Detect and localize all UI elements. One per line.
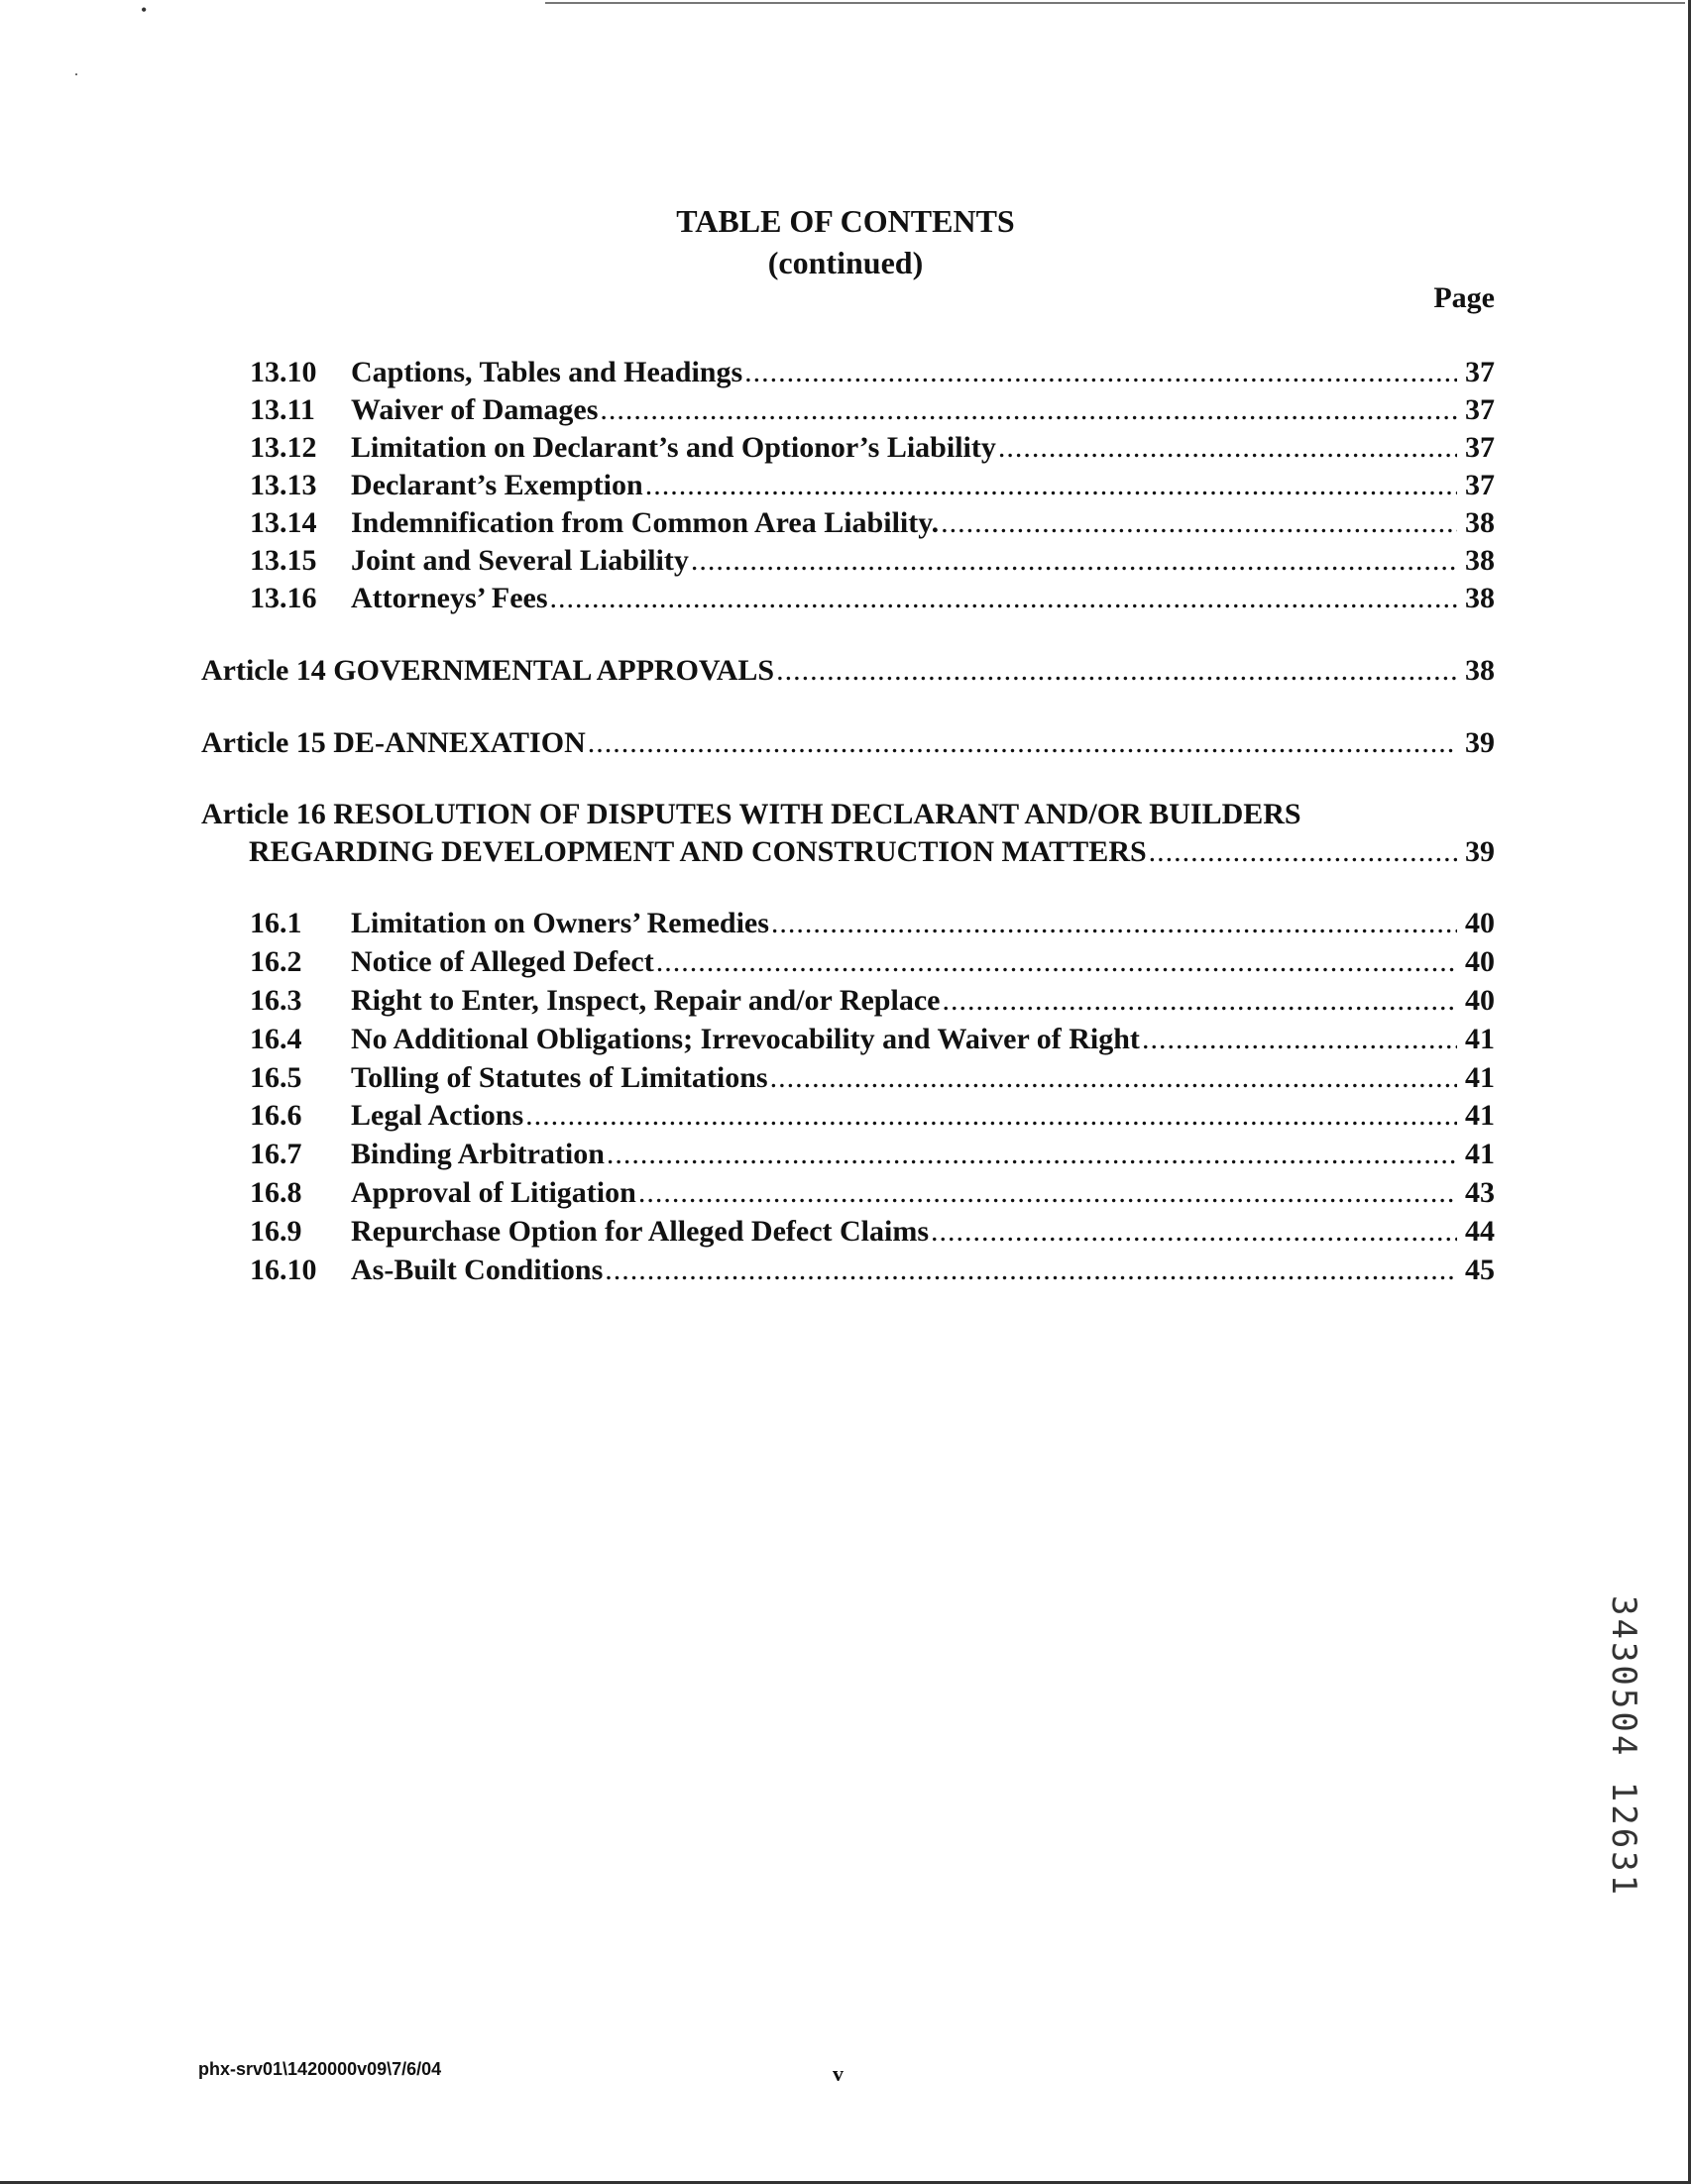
footer-page-number: v [833, 2061, 844, 2086]
toc-entry-label: No Additional Obligations; Irrevocability and Waiver of Right [351, 1023, 1140, 1055]
toc-entry[interactable] [250, 1059, 1495, 1097]
toc-article-page: 39 [1465, 835, 1495, 868]
toc-entry[interactable] [250, 1252, 1495, 1289]
toc-entry[interactable] [250, 467, 1495, 504]
toc-article-label: REGARDING DEVELOPMENT AND CONSTRUCTION MATTERS [249, 835, 1147, 868]
footer-doc-id: phx-srv01\1420000v09\7/6/04 [198, 2059, 442, 2079]
toc-entry-label: Notice of Alleged Defect [351, 945, 654, 978]
toc-entry-page: 41 [1465, 1099, 1495, 1132]
toc-entry[interactable] [250, 1174, 1495, 1212]
leader-dots [998, 429, 1457, 467]
toc-entry-label: Captions, Tables and Headings [351, 356, 743, 388]
toc-article-label: Article 15 DE-ANNEXATION [201, 726, 586, 759]
toc-entry-number: 16.6 [250, 1099, 302, 1132]
toc-entry[interactable] [250, 354, 1495, 391]
toc-entry[interactable] [250, 429, 1495, 467]
toc-entry-number: 13.12 [250, 431, 317, 464]
toc-entry-number: 16.1 [250, 907, 302, 939]
toc-entry-page: 40 [1465, 984, 1495, 1017]
leader-dots [1149, 833, 1457, 871]
toc-entry-number: 13.14 [250, 506, 317, 539]
toc-entry-number: 16.7 [250, 1138, 302, 1170]
toc-entry[interactable] [250, 943, 1495, 981]
toc-entry-page: 44 [1465, 1215, 1495, 1248]
toc-entry-page: 40 [1465, 907, 1495, 939]
toc-entry-page: 38 [1465, 506, 1495, 539]
toc-entry-number: 16.8 [250, 1176, 302, 1209]
toc-entry-page: 37 [1465, 356, 1495, 388]
scan-speck: ˙ [73, 69, 79, 89]
leader-dots [1142, 1021, 1457, 1058]
toc-entry[interactable] [250, 1213, 1495, 1251]
toc-entry[interactable] [250, 982, 1495, 1020]
toc-entry[interactable] [250, 1097, 1495, 1135]
toc-entry-page: 41 [1465, 1023, 1495, 1055]
toc-article-14[interactable] [201, 652, 1495, 690]
toc-entry[interactable] [250, 1136, 1495, 1173]
toc-entry-page: 38 [1465, 544, 1495, 577]
toc-entry[interactable] [250, 1021, 1495, 1058]
toc-entry-page: 43 [1465, 1176, 1495, 1209]
leader-dots [600, 391, 1457, 429]
toc-article-15[interactable] [201, 724, 1495, 762]
leader-dots [550, 580, 1457, 617]
toc-entry[interactable] [250, 542, 1495, 580]
toc-entry-label: Legal Actions [351, 1099, 524, 1132]
leader-dots [942, 982, 1457, 1020]
toc-entry-number: 16.2 [250, 945, 302, 978]
toc-entry-number: 13.15 [250, 544, 317, 577]
toc-entry-label: Limitation on Owners’ Remedies [351, 907, 769, 939]
toc-title: TABLE OF CONTENTS [676, 203, 1015, 239]
toc-entry-number: 16.9 [250, 1215, 302, 1248]
leader-dots [645, 467, 1457, 504]
bates-stamp: 3430504 12631 [1604, 1595, 1643, 1899]
toc-entry-number: 13.11 [250, 393, 315, 426]
toc-entry-label: Joint and Several Liability [351, 544, 689, 577]
toc-subtitle: (continued) [767, 245, 924, 280]
leader-dots [607, 1136, 1457, 1173]
toc-entry-number: 13.13 [250, 469, 317, 501]
toc-article-16[interactable] [249, 833, 1495, 871]
toc-entry-number: 16.3 [250, 984, 302, 1017]
toc-entry-label: Tolling of Statutes of Limitations [351, 1061, 768, 1094]
toc-entry-page: 45 [1465, 1254, 1495, 1286]
toc-entry-page: 38 [1465, 582, 1495, 614]
leader-dots [656, 943, 1457, 981]
toc-entry-number: 13.10 [250, 356, 317, 388]
toc-entry-label: Attorneys’ Fees [351, 582, 548, 614]
leader-dots [691, 542, 1457, 580]
toc-entry-page: 37 [1465, 469, 1495, 501]
toc-entry[interactable] [250, 905, 1495, 942]
toc-entry-page: 41 [1465, 1061, 1495, 1094]
leader-dots [941, 504, 1457, 542]
toc-entry-number: 16.5 [250, 1061, 302, 1094]
leader-dots [588, 724, 1457, 762]
toc-entry-number: 16.10 [250, 1254, 317, 1286]
leader-dots [605, 1252, 1457, 1289]
toc-entry-label: Waiver of Damages [351, 393, 599, 426]
toc-entry-page: 37 [1465, 431, 1495, 464]
toc-article-16-line1[interactable]: Article 16 RESOLUTION OF DISPUTES WITH DECLARANT AND/OR BUILDERS [201, 798, 1301, 830]
page-column-label: Page [1433, 281, 1495, 314]
toc-entry-label: Declarant’s Exemption [351, 469, 643, 501]
toc-article-label: Article 14 GOVERNMENTAL APPROVALS [201, 654, 775, 687]
scan-top-rule [545, 2, 1685, 4]
toc-entry[interactable] [250, 391, 1495, 429]
toc-entry-label: Right to Enter, Inspect, Repair and/or Replace [351, 984, 941, 1017]
toc-entry-page: 41 [1465, 1138, 1495, 1170]
toc-entry-number: 16.4 [250, 1023, 302, 1055]
toc-entry-label: Binding Arbitration [351, 1138, 605, 1170]
toc-article-page: 39 [1465, 726, 1495, 759]
leader-dots [931, 1213, 1457, 1251]
toc-entry-label: Approval of Litigation [351, 1176, 636, 1209]
scan-speck: • [141, 0, 148, 20]
toc-article-page: 38 [1465, 654, 1495, 687]
leader-dots [776, 652, 1457, 690]
leader-dots [770, 1059, 1457, 1097]
leader-dots [771, 905, 1457, 942]
toc-title-block [0, 200, 1691, 283]
toc-entry-label: Repurchase Option for Alleged Defect Claims [351, 1215, 929, 1248]
toc-entry-label: As-Built Conditions [351, 1254, 604, 1286]
toc-entry[interactable] [250, 504, 1495, 542]
toc-entry-label: Limitation on Declarant’s and Optionor’s Liability [351, 431, 996, 464]
toc-entry-page: 37 [1465, 393, 1495, 426]
toc-entry[interactable] [250, 580, 1495, 617]
toc-entry-label: Indemnification from Common Area Liability. [351, 506, 940, 539]
leader-dots [638, 1174, 1457, 1212]
toc-entry-page: 40 [1465, 945, 1495, 978]
toc-entry-number: 13.16 [250, 582, 317, 614]
leader-dots [525, 1097, 1457, 1135]
leader-dots [744, 354, 1457, 391]
